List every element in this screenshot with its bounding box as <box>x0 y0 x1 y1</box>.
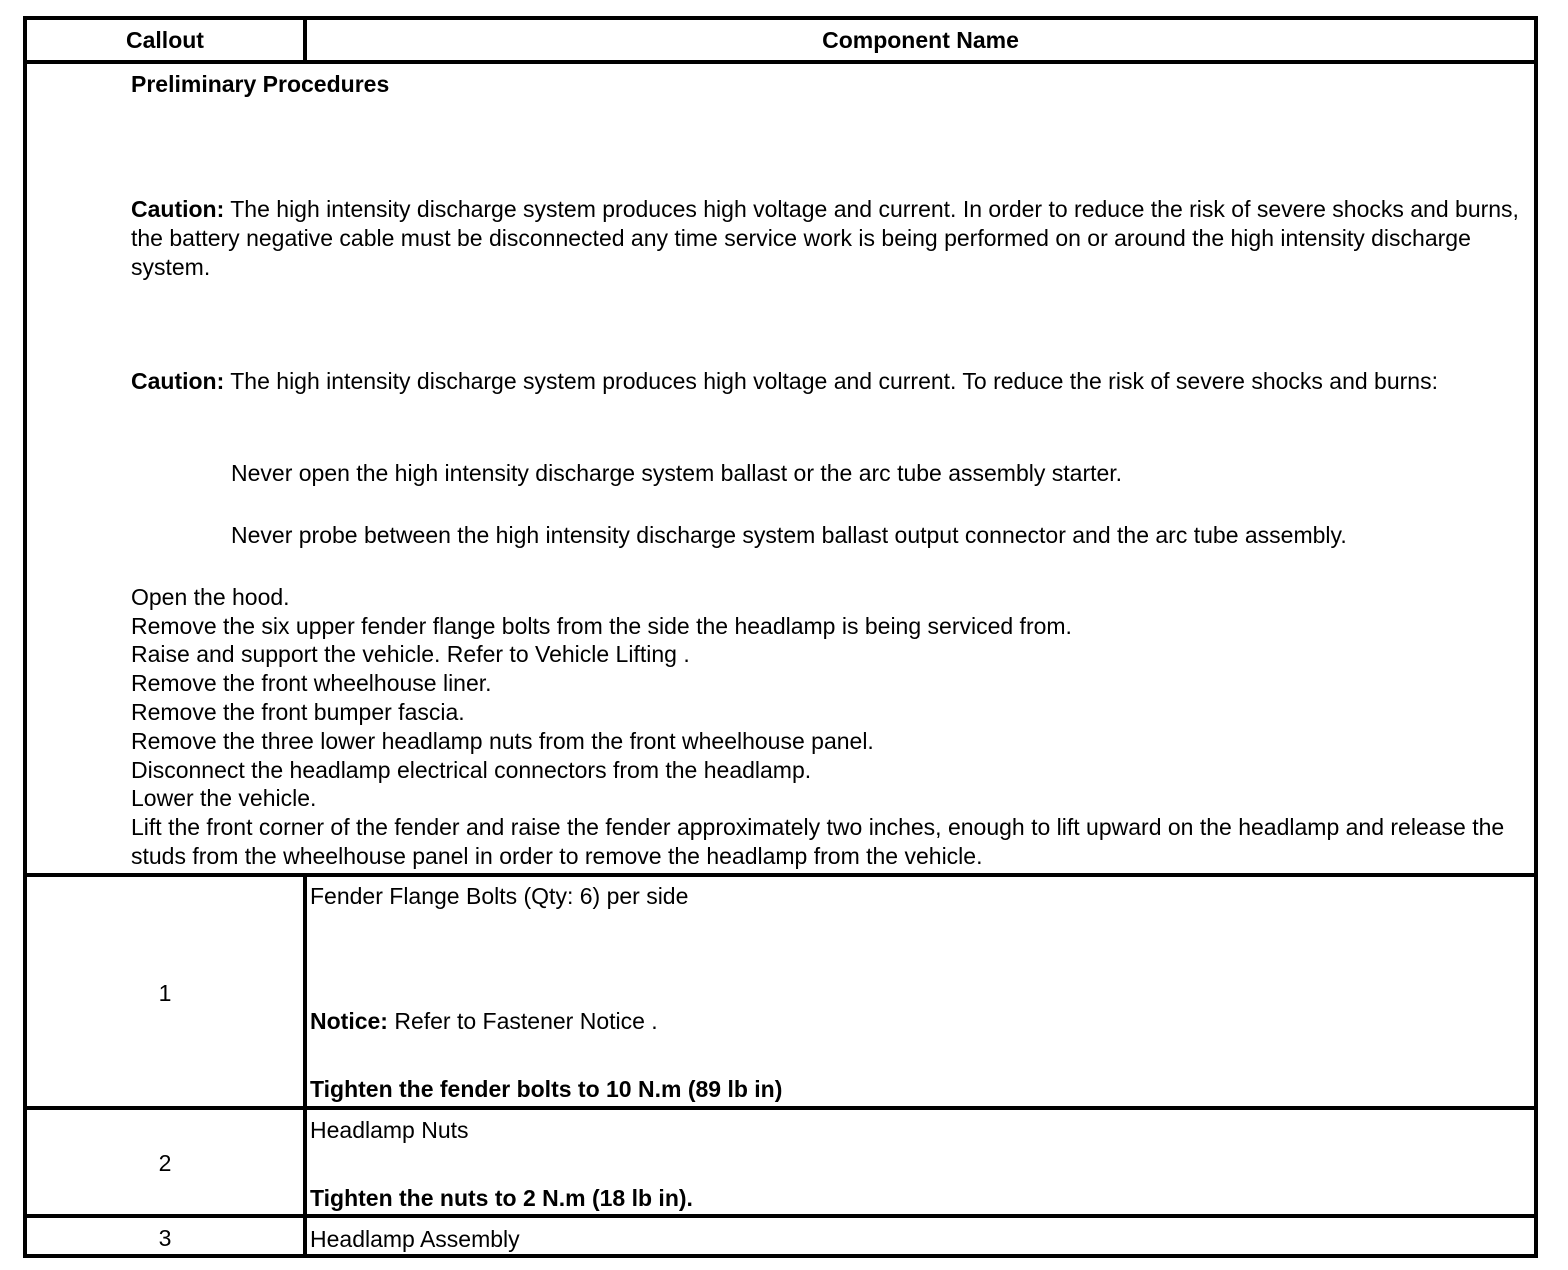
row-3-name: Headlamp Assembly <box>310 1226 520 1252</box>
step: Remove the front wheelhouse liner. <box>131 670 492 696</box>
step: Disconnect the headlamp electrical connectors from the headlamp. <box>131 757 812 783</box>
row-rule <box>27 1106 1534 1110</box>
row-1-name: Fender Flange Bolts (Qty: 6) per side <box>310 883 689 909</box>
caution-2-text: The high intensity discharge system produces high voltage and current. To reduce the risk of severe shocks and burns: <box>230 368 1438 394</box>
step: Lower the vehicle. <box>131 785 317 811</box>
never-probe-note: Never probe between the high intensity discharge system ballast output connector and the arc tube assembly. <box>231 522 1347 548</box>
step: Remove the three lower headlamp nuts from the front wheelhouse panel. <box>131 728 874 754</box>
caution-2-label: Caution: <box>131 368 225 394</box>
step: Open the hood. <box>131 584 290 610</box>
step: Remove the front bumper fascia. <box>131 699 465 725</box>
header-callout: Callout <box>126 27 204 53</box>
step: Remove the six upper fender flange bolts from the side the headlamp is being serviced from. <box>131 613 1072 639</box>
preliminary-title: Preliminary Procedures <box>131 71 390 97</box>
header-divider <box>303 20 307 61</box>
caution-1-label: Caution: <box>131 196 225 222</box>
header-component-name: Component Name <box>822 27 1019 53</box>
caution-1-text: The high intensity discharge system produces high voltage and current. In order to reduce the risk of severe shocks and burns, the battery negative cable must be disconnected any time service work is being performed on or around the high intensity discharge system. <box>131 196 1519 280</box>
step: Lift the front corner of the fender and raise the fender approximately two inches, enough to lift upward on the headlamp and release the studs from the wheelhouse panel in order to remove the headlamp from the vehicle. <box>131 814 1505 869</box>
row-1-callout: 1 <box>158 980 172 1006</box>
section-rule <box>27 873 1534 877</box>
callout-divider <box>303 873 307 1258</box>
row-2-callout: 2 <box>158 1150 172 1176</box>
never-open-note: Never open the high intensity discharge system ballast or the arc tube assembly starter. <box>231 460 1123 486</box>
row-1-torque: Tighten the fender bolts to 10 N.m (89 lb in) <box>310 1076 783 1102</box>
row-1-notice-label: Notice: <box>310 1008 388 1034</box>
caution-2 <box>131 367 1506 396</box>
step: Raise and support the vehicle. Refer to Vehicle Lifting . <box>131 641 690 667</box>
row-rule <box>27 1214 1534 1218</box>
row-2-torque: Tighten the nuts to 2 N.m (18 lb in). <box>310 1185 693 1211</box>
row-1-notice-text: Refer to Fastener Notice . <box>394 1008 658 1034</box>
caution-1 <box>131 195 1526 282</box>
header-rule <box>27 60 1534 64</box>
row-3-callout: 3 <box>158 1225 172 1251</box>
row-2-name: Headlamp Nuts <box>310 1117 469 1143</box>
procedure-table <box>23 16 1538 1258</box>
row-1-notice <box>310 1007 658 1036</box>
